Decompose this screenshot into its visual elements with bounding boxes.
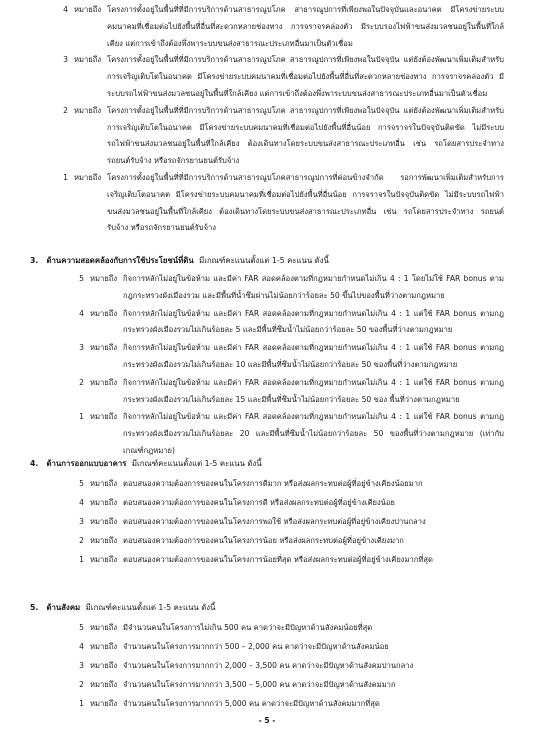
criteria-score: 1 xyxy=(79,412,84,422)
section-title: ด้านการออกแบบอาคาร xyxy=(46,459,127,468)
criteria-item xyxy=(0,694,534,713)
criteria-description: จำนวนคนในโครงการมากกว่า 2,000 – 3,500 คน คาดว่าจะมีปัญหาด้านสังคมปานกลาง xyxy=(123,661,414,670)
criteria-label: หมายถึง xyxy=(90,343,118,353)
criteria-description: โครงการตั้งอยู่ในพื้นที่ที่มีการบริการด้านสาธารณูปโภค สาธารณูปการที่เพียงพอในปัจจุบัน แต่ยังต้องพัฒนาเพิ่มเติมสำหรับการเจริญเติบโตในอนาคต มีโครงข่ายระบบคมนาคมที่เชื่อมต่อไปยังพื้นที่อื่นน้อย การจราจรในปัจจุบันติดขัด ไม่มีระบบรถไฟฟ้าขนส่งมวลชนอยู่ในพื้นที่ใกล้เคียง ต้องเดินทางโดยระบบขนส่งสาธารณะประเภทอื่น เช่น รถโดยสารประจำทาง รถยนต์รับจ้าง หรือรถจักรยานยนต์รับจ้าง xyxy=(107,105,504,166)
criteria-item xyxy=(0,52,534,102)
criteria-item xyxy=(0,271,534,305)
section-land-use xyxy=(0,253,534,461)
criteria-description: โครงการตั้งอยู่ในพื้นที่ที่มีการบริการด้านสาธารณูปโภค สาธารณูปการที่เพียงพอในปัจจุบันและอนาคต มีโครงข่ายระบบคมนาคมที่เชื่อมต่อไปยังพื้นที่อื่นที่สะดวกหลายช่องทาง การจราจรคล่องตัว มีระบบรองไฟฟ้าขนส่งมวลชนอยู่ในพื้นที่ใกล้เคียง แต่การเข้าถึงต้องพึ่งพาระบบขนส่งสาธารณะประเภทอื่นมาเป็นตัวเชื่อม xyxy=(107,5,504,48)
criteria-score: 3 xyxy=(79,343,84,353)
section-title: ด้านความสอดคล้องกับการใช้ประโยชน์ที่ดิน xyxy=(46,256,194,265)
criteria-score: 3 xyxy=(79,517,84,526)
criteria-label: หมายถึง xyxy=(74,55,102,65)
section-social xyxy=(0,600,534,713)
criteria-label: หมายถึง xyxy=(90,308,118,318)
section-building-design xyxy=(0,456,534,569)
criteria-item xyxy=(0,618,534,637)
criteria-label: หมายถึง xyxy=(90,661,118,670)
page-number: - 5 - xyxy=(258,716,276,725)
criteria-score: 5 xyxy=(79,274,84,283)
criteria-item xyxy=(0,170,534,237)
section-number: 3. xyxy=(30,256,39,265)
criteria-item xyxy=(0,306,534,340)
criteria-description: กิจการหลักไม่อยู่ในข้อห้าม และมีค่า FAR สอดคล้องตามที่กฎหมายกำหนดไม่เกิน 4 : 1 แต่ใช้ FAR bonus ตามกฎกระทรวงผังเมืองรวมไม่เกินร้อยละ 15 และมีพื้นที่ซึมน้ำไม่น้อยกว่าร้อยละ 50 ของ พื้นที่ว่างตามกฎหมาย xyxy=(123,377,504,404)
criteria-item xyxy=(0,656,534,675)
criteria-label: หมายถึง xyxy=(90,699,118,708)
criteria-label: หมายถึง xyxy=(90,377,118,387)
criteria-item xyxy=(0,550,534,569)
criteria-score: 4 xyxy=(79,308,84,318)
criteria-item xyxy=(0,512,534,531)
criteria-description: โครงการตั้งอยู่ในพื้นที่ที่มีการบริการด้านสาธารณูปโภคสาธารณูปการที่ค่อนข้างจำกัด รอการพัฒนาเพิ่มเติมสำหรับการเจริญเติบโตอนาคต มีโครงข่ายระบบคมนาคมที่เชื่อมต่อไปยังพื้นที่อื่นน้อย การจราจรในปัจจุบันติดขัด ไม่มีระบบรถไฟฟ้าขนส่งมวลชนอยู่ในพื้นที่ใกล้เคียง ต้องเดินทางโดยระบบขนส่งสาธารณะประเภทอื่น เช่น รถโดยสารประจำทาง รถยนต์รับจ้าง หรือรถจักรยานยนต์รับจ้าง xyxy=(107,172,504,233)
criteria-item xyxy=(0,340,534,374)
criteria-description: กิจการหลักไม่อยู่ในข้อห้าม และมีค่า FAR สอดคล้องตามที่กฎหมายกำหนดไม่เกิน 4 : 1 โดยไม่ใช้ FAR bonus ตามกฎกระทรวงผังเมืองรวม และมีพื้นที่น้ำซึมผ่านไม่น้อยกว่าร้อยละ 50 ขึ้นไปของพื้นที่ว่างตามกฎหมาย xyxy=(123,274,504,300)
criteria-item xyxy=(0,637,534,656)
criteria-label: หมายถึง xyxy=(90,517,118,526)
criteria-item xyxy=(0,493,534,512)
criteria-item xyxy=(0,103,534,170)
criteria-description: จำนวนคนในโครงการมากกว่า 3,500 – 5,000 คน คาดว่าจะมีปัญหาด้านสังคมมาก xyxy=(123,680,396,689)
criteria-description: กิจการหลักไม่อยู่ในข้อห้าม และมีค่า FAR สอดคล้องตามที่กฎหมายกำหนดไม่เกิน 4 : 1 แต่ใช้ FAR bonus ตามกฎกระทรวงผังเมืองรวมไม่เกินร้อยละ 20 และมีพื้นที่ซึมน้ำไม่น้อยกว่าร้อยละ 50 ของพื้นที่ว่างตามกฎหมาย (เท่ากับเกณฑ์กฎหมาย) xyxy=(123,412,504,455)
criteria-item xyxy=(0,2,534,52)
criteria-score: 4 xyxy=(79,642,84,651)
criteria-description: กิจการหลักไม่อยู่ในข้อห้าม และมีค่า FAR สอดคล้องตามที่กฎหมายกำหนดไม่เกิน 4 : 1 แต่ใช้ FAR bonus ตามกฎกระทรวงผังเมืองรวมไม่เกินร้อยละ 5 และมีพื้นที่ซึมน้ำไม่น้อยกว่าร้อยละ 50 ของพื้นที่ว่างตามกฎหมาย xyxy=(123,308,504,335)
criteria-description: จำนวนคนในโครงการมากกว่า 5,000 คน คาดว่าจะมีปัญหาด้านสังคมมากที่สุด xyxy=(123,699,380,708)
criteria-score: 3 xyxy=(79,661,84,670)
section-note: มีเกณฑ์คะแนนตั้งแต่ 1-5 คะแนน ดังนี้ xyxy=(131,459,262,468)
criteria-item xyxy=(0,675,534,694)
criteria-item xyxy=(0,375,534,409)
criteria-score: 4 xyxy=(79,498,84,507)
section-heading xyxy=(0,253,534,269)
criteria-description: ตอบสนองความต้องการของคนในโครงการพอใช้ หรือส่งผลกระทบต่อผู้ที่อยู่ข้างเคียงปานกลาง xyxy=(123,517,426,526)
criteria-score: 2 xyxy=(79,536,84,545)
criteria-score: 5 xyxy=(79,623,84,632)
location-criteria-list xyxy=(0,2,534,237)
section-note: มีเกณฑ์คะแนนตั้งแต่ 1-5 คะแนน ดังนี้ xyxy=(199,256,329,265)
criteria-label: หมายถึง xyxy=(74,172,102,182)
criteria-description: จำนวนคนในโครงการมากกว่า 500 – 2,000 คน คาดว่าจะมีปัญหาด้านสังคมน้อย xyxy=(123,642,389,651)
criteria-label: หมายถึง xyxy=(74,105,102,115)
criteria-label: หมายถึง xyxy=(90,479,118,488)
criteria-description: ตอบสนองความต้องการของคนในโครงการน้อยที่สุด หรือส่งผลกระทบต่อผู้ที่อยู่ข้างเคียงมากที่สุด xyxy=(123,555,433,564)
criteria-label: หมายถึง xyxy=(90,623,118,632)
criteria-label: หมายถึง xyxy=(90,680,118,689)
criteria-score: 2 xyxy=(79,680,84,689)
criteria-label: หมายถึง xyxy=(90,274,118,283)
criteria-label: หมายถึง xyxy=(90,536,118,545)
section-heading xyxy=(0,600,534,616)
criteria-item xyxy=(0,531,534,550)
criteria-score: 1 xyxy=(63,172,68,182)
criteria-score: 2 xyxy=(79,377,84,387)
criteria-item xyxy=(0,409,534,459)
section-heading xyxy=(0,456,534,472)
criteria-description: โครงการตั้งอยู่ในพื้นที่ที่มีการบริการด้านสาธารณูปโภค สาธารณูปการที่เพียงพอในปัจจุบัน แต่ยังต้องพัฒนาเพิ่มเติมสำหรับการเจริญเติบโตในอนาคต มีโครงข่ายระบบคมนาคมที่เชื่อมต่อไปยังพื้นที่อื่นที่สะดวกหลายช่องทาง การจราจรคล่องตัว มีระบบรถไฟฟ้าขนส่งมวลชนอยู่ในพื้นที่ใกล้เคียง แต่การเข้าถึงต้องพึ่งพาระบบขนส่งสาธารณะประเภทอื่นมาเป็นตัวเชื่อม xyxy=(107,55,504,98)
criteria-label: หมายถึง xyxy=(90,642,118,651)
criteria-score: 2 xyxy=(63,105,68,115)
section-number: 4. xyxy=(30,459,39,468)
criteria-score: 1 xyxy=(79,699,84,708)
section-note: มีเกณฑ์คะแนนตั้งแต่ 1-5 คะแนน ดังนี้ xyxy=(85,603,216,612)
criteria-score: 5 xyxy=(79,479,84,488)
criteria-description: ตอบสนองความต้องการของคนในโครงการดี หรือส่งผลกระทบต่อผู้ที่อยู่ข้างเคียงน้อย xyxy=(123,498,395,507)
criteria-description: ตอบสนองความต้องการของคนในโครงการน้อย หรือส่งผลกระทบต่อผู้ที่อยู่ข้างเคียงมาก xyxy=(123,536,404,545)
criteria-score: 4 xyxy=(63,5,68,14)
criteria-label: หมายถึง xyxy=(90,412,118,422)
criteria-score: 3 xyxy=(63,55,68,65)
criteria-label: หมายถึง xyxy=(90,498,118,507)
criteria-description: มีจำนวนคนในโครงการไม่เกิน 500 คน คาดว่าจะมีปัญหาด้านสังคมน้อยที่สุด xyxy=(123,623,373,632)
section-title: ด้านสังคม xyxy=(46,603,81,612)
section-number: 5. xyxy=(30,603,39,612)
criteria-label: หมายถึง xyxy=(90,555,118,564)
criteria-description: กิจการหลักไม่อยู่ในข้อห้าม และมีค่า FAR สอดคล้องตามที่กฎหมายกำหนดไม่เกิน 4 : 1 แต่ใช้ FAR bonus ตามกฎกระทรวงผังเมืองรวมไม่เกินร้อยละ 10 และมีพื้นที่ซึมน้ำไม่น้อยกว่าร้อยละ 50 ของพื้นที่ว่างตามกฎหมาย xyxy=(123,343,504,369)
criteria-score: 1 xyxy=(79,555,84,564)
criteria-label: หมายถึง xyxy=(74,5,102,14)
criteria-description: ตอบสนองความต้องการของคนในโครงการดีมาก หรือส่งผลกระทบต่อผู้ที่อยู่ข้างเคียงน้อยมาก xyxy=(123,479,423,488)
criteria-item xyxy=(0,474,534,493)
